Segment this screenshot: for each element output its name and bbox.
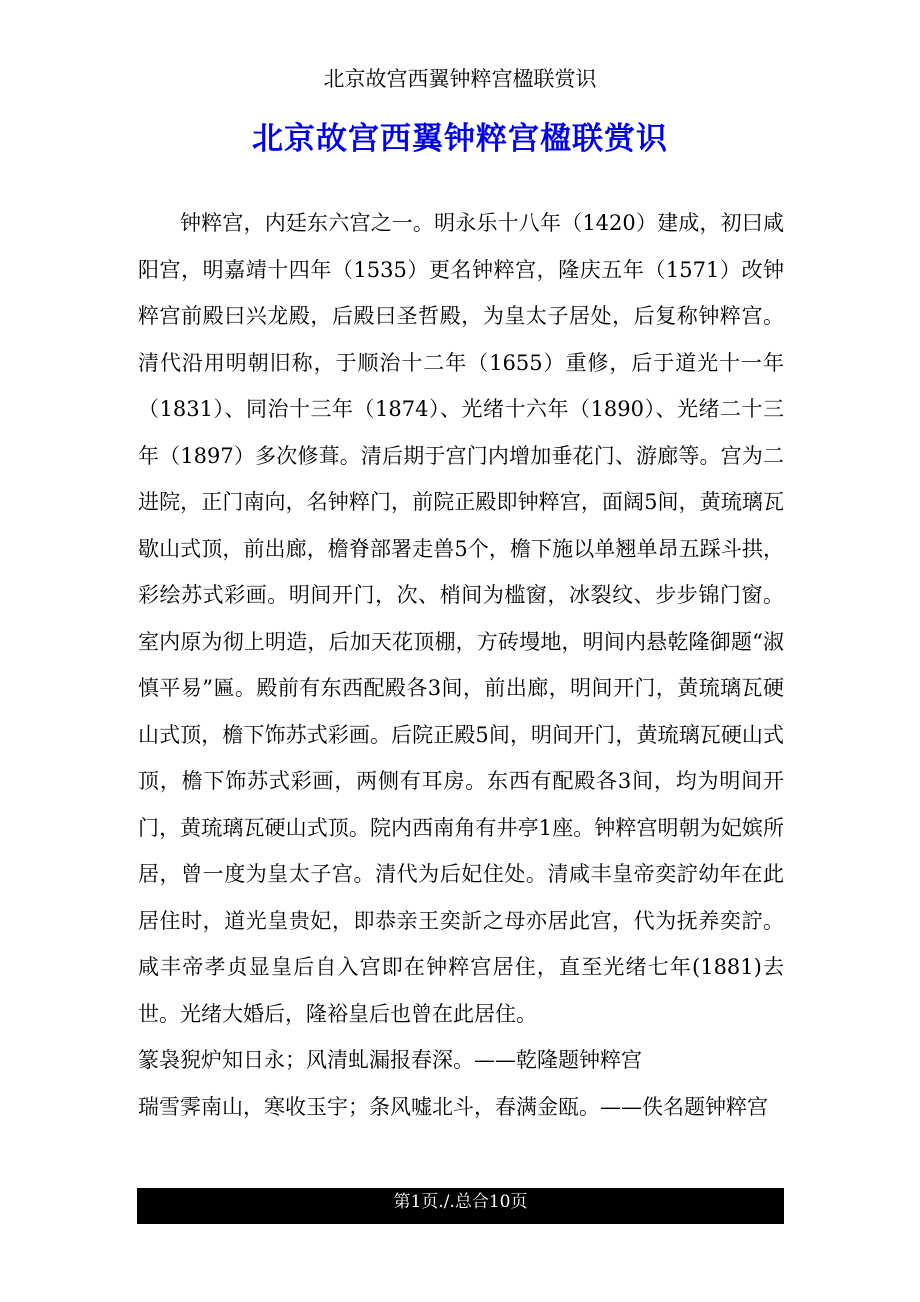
- document-body: [138, 200, 784, 1130]
- page-footer: 第1页./.总合10页: [137, 1188, 784, 1224]
- couplet-line-1: 篆袅猊炉知日永；风清虬漏报春深。——乾隆题钟粹宫: [138, 1048, 642, 1072]
- document-title: 北京故宫西翼钟粹宫楹联赏识: [252, 121, 668, 157]
- couplet-line-2: 瑞雪霁南山，寒收玉宇；条风嘘北斗，春满金瓯。——佚名题钟粹宫: [138, 1094, 768, 1119]
- main-paragraph: 钟粹宫，内廷东六宫之一。明永乐十八年（1420）建成，初曰咸阳宫，明嘉靖十四年（1535）更名钟粹宫，隆庆五年（1571）改钟粹宫前殿曰兴龙殿，后殿曰圣哲殿，为皇太子居处，后复称钟粹宫。清代沿用明朝旧称，于顺治十二年（1655）重修，后于道光十一年（1831）、同治十三年（1874）、光绪十六年（1890）、光绪二十三年（1897）多次修葺。清后期于宫门内增加垂花门、游廊等。宫为二进院，正门南向，名钟粹门，前院正殿即钟粹宫，面阔5间，黄琉璃瓦歇山式顶，前出廊，檐脊部署走兽5个，檐下施以单翘单昂五踩斗拱，彩绘苏式彩画。明间开门，次、梢间为槛窗，冰裂纹、步步锦门窗。室内原为彻上明造，后加天花顶棚，方砖墁地，明间内悬乾隆御题“淑慎平易”匾。殿前有东西配殿各3间，前出廊，明间开门，黄琉璃瓦硬山式顶，檐下饰苏式彩画。后院正殿5间，明间开门，黄琉璃瓦硬山式顶，檐下饰苏式彩画，两侧有耳房。东西有配殿各3间，均为明间开门，黄琉璃瓦硬山式顶。院内西南角有井亭1座。钟粹宫明朝为妃嫔所居，曾一度为皇太子宫。清代为后妃住处。清咸丰皇帝奕詝幼年在此居住时，道光皇贵妃，即恭亲王奕訢之母亦居此宫，代为抚养奕詝。咸丰帝孝贞显皇后自入宫即在钟粹宫居住，直至光绪七年(1881)去世。光绪大婚后，隆裕皇后也曾在此居住。: [138, 211, 784, 1026]
- page-header: 北京故宫西翼钟粹宫楹联赏识: [323, 67, 597, 91]
